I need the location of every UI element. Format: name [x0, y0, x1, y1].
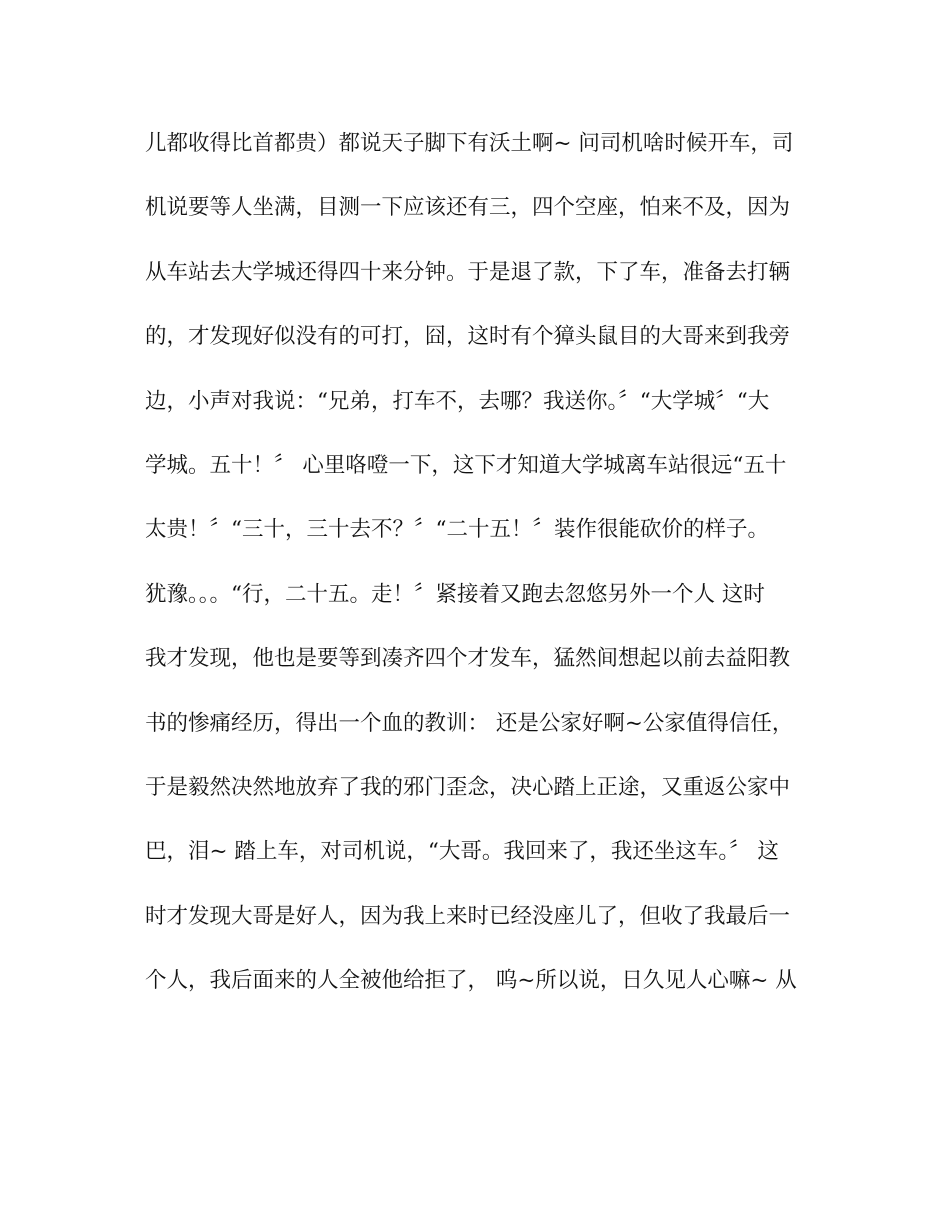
text-line: 边，小声对我说：“兄弟，打车不，去哪？我送你。〞“大学城〞“大	[145, 388, 770, 414]
text-line: 个人，我后面来的人全被他给拒了， 呜~所以说，日久见人心嘛~ 从	[145, 968, 797, 994]
text-line: 书的惨痛经历，得出一个血的教训： 还是公家好啊~公家值得信任，	[145, 710, 794, 736]
text-line: 机说要等人坐满，目测一下应该还有三，四个空座，怕来不及，因为	[145, 195, 791, 221]
text-line: 于是毅然决然地放弃了我的邪门歪念，决心踏上正途，又重返公家中	[145, 774, 791, 800]
text-line: 儿都收得比首都贵）都说天子脚下有沃土啊~ 问司机啥时候开车，司	[145, 131, 794, 156]
text-line: 巴，泪~ 踏上车，对司机说，“大哥。我回来了，我还坐这车。〞 这	[145, 839, 779, 865]
text-line: 时才发现大哥是好人，因为我上来时已经没座儿了，但收了我最后一	[145, 903, 791, 929]
text-line: 我才发现，他也是要等到凑齐四个才发车，猛然间想起以前去益阳教	[145, 646, 791, 672]
text-line: 学城。五十！〞 心里咯噔一下，这下才知道大学城离车站很远“五十	[145, 452, 787, 478]
text-line: 从车站去大学城还得四十来分钟。于是退了款，下了车，准备去打辆	[145, 259, 791, 285]
text-line: 犹豫。。。“行，二十五。走！〞紧接着又跑去忽悠另外一个人 这时	[145, 581, 765, 607]
document-body	[145, 120, 805, 1021]
text-line: 的，才发现好似没有的可打，囧，这时有个獐头鼠目的大哥来到我旁	[145, 324, 791, 350]
text-line: 太贵！〞“三十，三十去不？〞“二十五！〞装作很能砍价的样子。	[145, 517, 769, 543]
